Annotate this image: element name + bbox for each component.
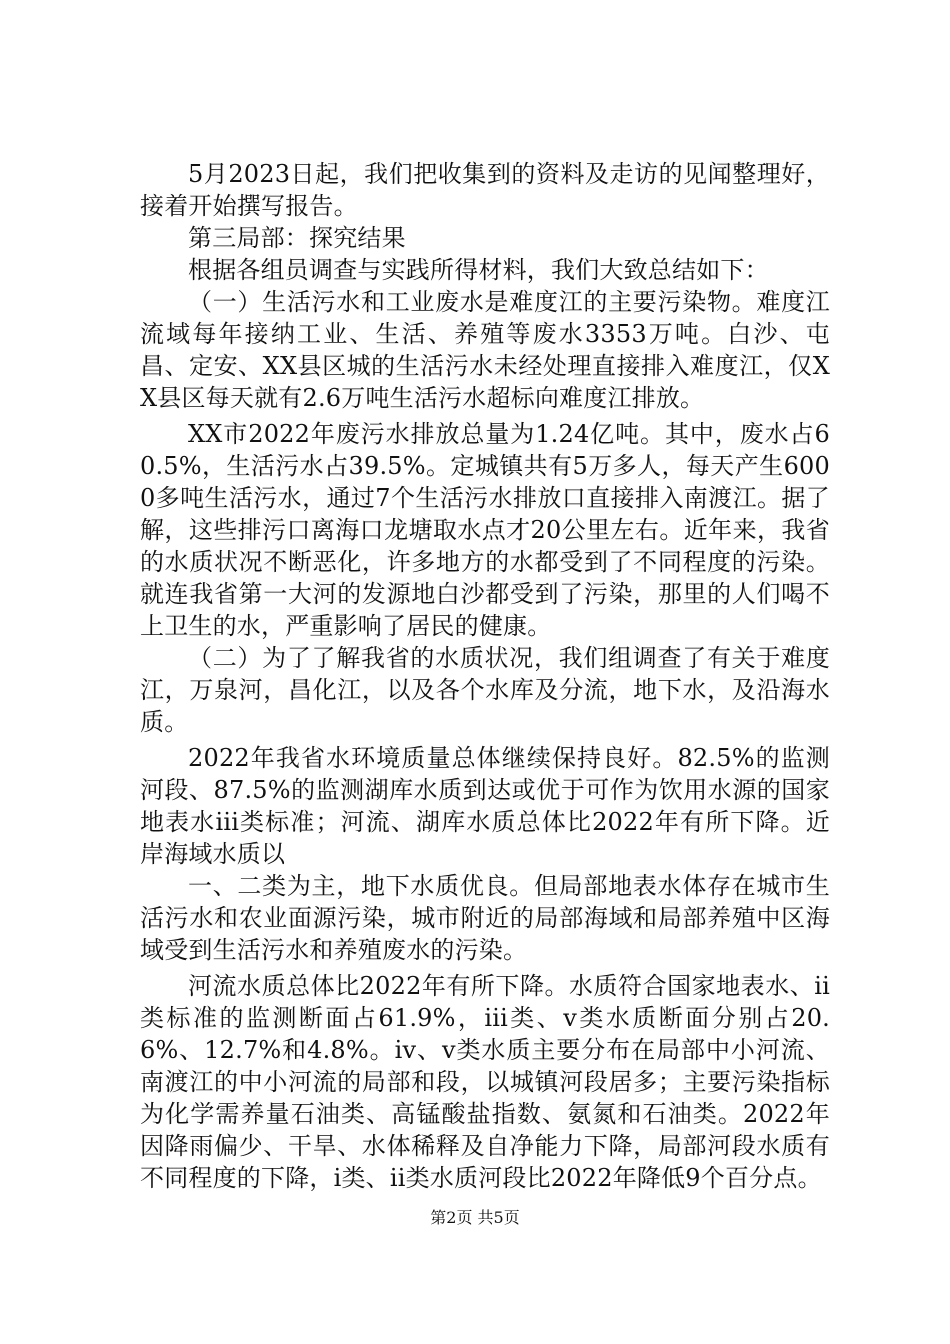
section-heading: 第三局部：探究结果 [188,224,406,252]
paragraph-coastal-groundwater: 一、二类为主，地下水质优良。但局部地表水体存在城市生活污水和农业面源污染，城市附近的局部海域和局部养殖中区海域受到生活污水和养殖废水的污染。 [140,872,830,964]
paragraph-river-quality: 河流水质总体比2022年有所下降。水质符合国家地表水、ii类标准的监测断面占61.9%，iii类、v类水质断面分别占20.6%、12.7%和4.8%。iv、v类水质主要分布在局部中小河流、南渡江的中小河流的局部和段，以城镇河段居多；主要污染指标为化学需养量石油类、高锰酸盐指数、氨氮和石油类。2022年因降雨偏少、干旱、水体稀释及自净能力下降，局部河段水质有不同程度的下降，i类、ii类水质河段比2022年降低9个百分点。 [140,972,830,1192]
paragraph-intro: 根据各组员调查与实践所得材料，我们大致总结如下： [188,256,769,284]
paragraph-point-2: （二）为了了解我省的水质状况，我们组调查了有关于难度江，万泉河，昌化江，以及各个水库及分流，地下水，及沿海水质。 [140,644,830,736]
paragraph-point-1: （一）生活污水和工业废水是难度江的主要污染物。难度江流域每年接纳工业、生活、养殖等废水3353万吨。白沙、屯昌、定安、XX县区城的生活污水未经处理直接排入难度江，仅XX县区每天就有2.6万吨生活污水超标向难度江排放。 [140,288,830,412]
page-number-footer: 第2页 共5页 [430,1208,520,1227]
paragraph-water-quality-2022: 2022年我省水环境质量总体继续保持良好。82.5%的监测河段、87.5%的监测湖库水质到达或优于可作为饮用水源的国家地表水iii类标准；河流、湖库水质总体比2022年有所下降。近岸海域水质以 [140,744,830,868]
document-body [140,158,830,1194]
paragraph-1: 5月2023日起，我们把收集到的资料及走访的见闻整理好，接着开始撰写报告。 [140,160,830,220]
paragraph-city-wastewater: XX市2022年废污水排放总量为1.24亿吨。其中，废水占60.5%，生活污水占39.5%。定城镇共有5万多人，每天产生6000多吨生活污水，通过7个生活污水排放口直接排入南渡江。据了解，这些排污口离海口龙塘取水点才20公里左右。近年来，我省的水质状况不断恶化，许多地方的水都受到了不同程度的污染。就连我省第一大河的发源地白沙都受到了污染，那里的人们喝不上卫生的水，严重影响了居民的健康。 [140,420,830,640]
